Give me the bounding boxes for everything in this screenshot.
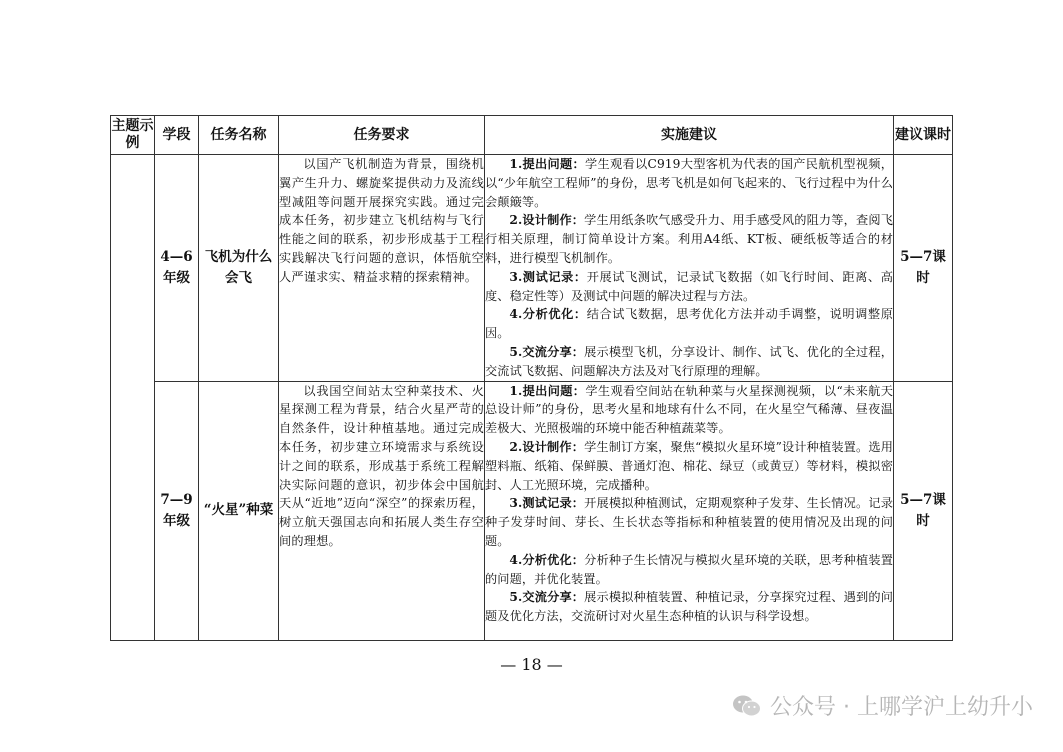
step-label: 2.设计制作： [509, 439, 585, 454]
watermark [732, 690, 1033, 721]
stage-cell: 4—6年级 [155, 155, 199, 382]
step-text: 分析种子生长情况与模拟火星环境的关联，思考种植装置的问题，并优化装置。 [485, 552, 893, 586]
page-number: — 18 — [500, 655, 563, 674]
table-row [111, 155, 953, 382]
step [485, 305, 893, 343]
step [485, 551, 893, 589]
step-label: 4.分析优化： [509, 307, 587, 322]
task-name-cell: “火星”种菜 [199, 381, 279, 640]
step [485, 211, 893, 267]
suggestions-cell [485, 155, 894, 382]
step-text: 展示模拟种植装置、种植记录，分享探究过程、遇到的问题及优化方法，交流研讨对火星生态种植的认识与科学设想。 [485, 590, 893, 624]
curriculum-table [110, 115, 953, 641]
step [485, 438, 893, 494]
step-text: 展示模型飞机，分享设计、制作、试飞、优化的全过程，交流试飞数据、问题解决方法及对飞行原理的理解。 [485, 344, 893, 378]
step-label: 4.分析优化： [509, 552, 585, 567]
requirements-text: 以我国空间站太空种菜技术、火星探测工程为背景，结合火星严苛的自然条件，设计种植基地。通过完成本任务，初步建立环境需求与系统设计之间的联系，形成基于系统工程解决实际问题的意识，初步体会中国航天从“近地”迈向“深空”的探索历程，树立航天强国志向和拓展人类生存空间的理想。 [279, 383, 484, 548]
step-text: 开展模拟种植测试，定期观察种子发芽、生长情况。记录种子发芽时间、芽长、生长状态等指标和种植装置的使用情况及出现的问题。 [485, 496, 893, 548]
step-label: 5.交流分享： [509, 344, 585, 359]
step [485, 494, 893, 550]
step-text: 结合试飞数据，思考优化方法并动手调整，说明调整原因。 [485, 307, 893, 341]
step [485, 343, 893, 381]
step-text: 开展试飞测试，记录试飞数据（如飞行时间、距离、高度、稳定性等）及测试中问题的解决过程与方法。 [485, 269, 893, 303]
step-text: 学生观看空间站在轨种菜与火星探测视频，以“未来航天总设计师”的身份，思考火星和地球有什么不同，在火星空气稀薄、昼夜温差极大、光照极端的环境中能否种植蔬菜等。 [485, 383, 893, 436]
hours-cell: 5—7课时 [894, 155, 953, 382]
theme-cell [111, 155, 155, 641]
step-label: 1.提出问题： [509, 157, 586, 171]
stage-cell: 7—9年级 [155, 381, 199, 640]
header-row [111, 116, 953, 155]
step-label: 3.测试记录： [509, 269, 587, 284]
header-requirements: 任务要求 [279, 116, 485, 155]
watermark-text: 公众号 · 上哪学沪上幼升小 [770, 695, 1033, 720]
step-label: 2.设计制作： [509, 213, 585, 228]
step [485, 588, 893, 626]
requirements-cell [279, 381, 485, 640]
step-label: 5.交流分享： [509, 590, 585, 605]
header-task-name: 任务名称 [199, 116, 279, 155]
header-stage: 学段 [155, 116, 199, 155]
requirements-cell [279, 155, 485, 382]
step-text: 学生用纸条吹气感受升力、用手感受风的阻力等，查阅飞行相关原理，制订简单设计方案。利用A4纸、KT板、硬纸板等适合的材料，进行模型飞机制作。 [485, 213, 893, 265]
header-suggestions: 实施建议 [485, 116, 894, 155]
step-label: 3.测试记录： [509, 496, 585, 511]
table-row [111, 381, 953, 640]
step [485, 382, 893, 438]
header-theme: 主题示例 [111, 116, 155, 155]
step-label: 1.提出问题： [509, 383, 586, 398]
step [485, 155, 893, 211]
requirements-text: 以国产飞机制造为背景，围绕机翼产生升力、螺旋桨提供动力及流线型减阻等问题开展探究实践。通过完成本任务，初步建立飞机结构与飞行性能之间的联系，初步形成基于工程实践解决飞行问题的意识，体悟航空人严谨求实、精益求精的探索精神。 [279, 157, 484, 284]
suggestions-cell [485, 381, 894, 640]
wechat-icon [732, 694, 762, 718]
task-name-cell: 飞机为什么会飞 [199, 155, 279, 382]
step-text: 学生观看以C919大型客机为代表的国产民航机型视频，以“少年航空工程师”的身份，思考飞机是如何飞起来的、飞行过程中为什么会颠簸等。 [485, 157, 893, 209]
hours-cell: 5—7课时 [894, 381, 953, 640]
step-text: 学生制订方案，聚焦“模拟火星环境”设计种植装置。选用塑料瓶、纸箱、保鲜膜、普通灯泡、棉花、绿豆（或黄豆）等材料，模拟密封、人工光照环境，完成播种。 [485, 439, 893, 492]
step [485, 268, 893, 306]
header-hours: 建议课时 [894, 116, 953, 155]
